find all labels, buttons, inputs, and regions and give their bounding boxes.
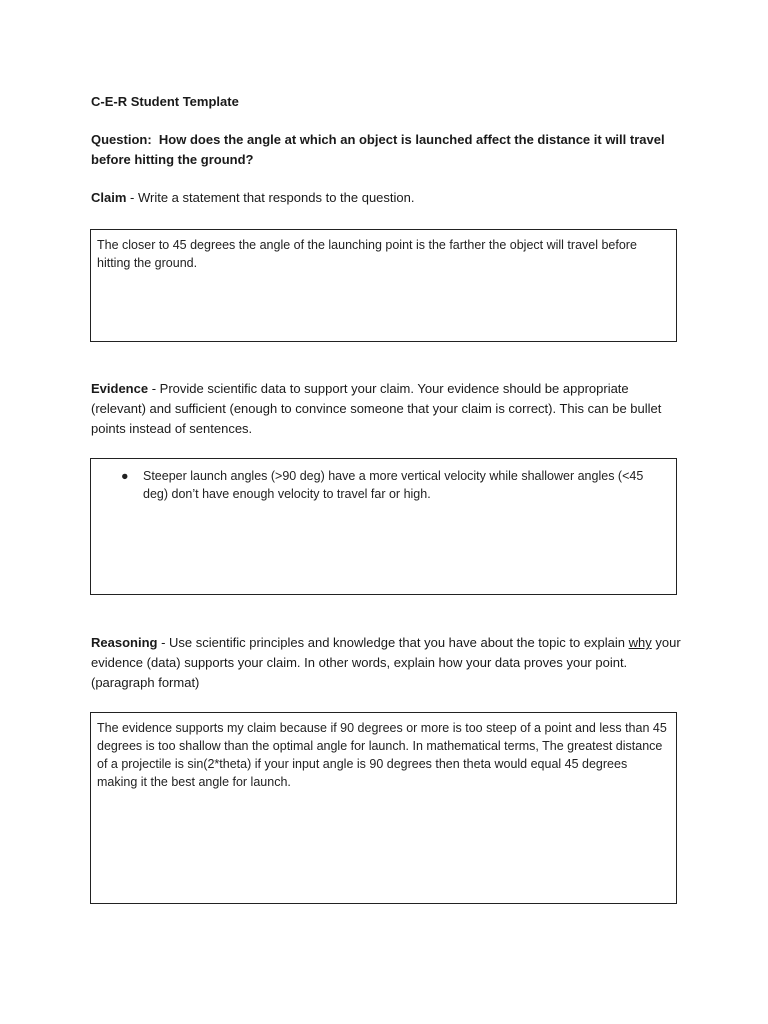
evidence-label: Evidence bbox=[91, 381, 149, 396]
reasoning-instruction-emphasis: why bbox=[628, 635, 652, 650]
evidence-bullet-list bbox=[97, 467, 670, 503]
question-label: Question: bbox=[91, 132, 152, 147]
evidence-answer-box[interactable] bbox=[90, 458, 677, 595]
bullet-icon: ● bbox=[121, 469, 129, 483]
question bbox=[91, 130, 681, 170]
reasoning-answer-box[interactable] bbox=[90, 712, 677, 904]
question-text: How does the angle at which an object is launched affect the distance it will travel before hitting the ground? bbox=[91, 132, 665, 167]
claim-answer-text: The closer to 45 degrees the angle of the launching point is the farther the object will travel before hitting the ground. bbox=[97, 238, 637, 270]
evidence-prompt bbox=[91, 379, 681, 439]
reasoning-prompt bbox=[91, 633, 681, 693]
claim-instruction: - Write a statement that responds to the question. bbox=[126, 190, 415, 205]
claim-answer-box[interactable] bbox=[90, 229, 677, 342]
reasoning-instruction-end: your evidence (data) supports your claim. In other words, explain how your data proves your point. (paragraph format) bbox=[91, 635, 681, 690]
claim-prompt bbox=[91, 188, 681, 208]
reasoning-answer-text: The evidence supports my claim because if 90 degrees or more is too steep of a point and less than 45 degrees is too shallow than the optimal angle for launch. In mathematical terms, The greatest distance of a projectile is sin(2*theta) if your input angle is 90 degrees then theta would equal 45 degrees making it the best angle for launch. bbox=[97, 721, 667, 789]
reasoning-instruction-start: - Use scientific principles and knowledge that you have about the topic to explain bbox=[157, 635, 629, 650]
page-title: C-E-R Student Template bbox=[91, 94, 239, 109]
evidence-instruction: - Provide scientific data to support your claim. Your evidence should be appropriate (relevant) and sufficient (enough to convince someone that your claim is correct). This can be bullet points instead of sentences. bbox=[91, 381, 662, 436]
claim-label: Claim bbox=[91, 190, 127, 205]
evidence-bullet-item bbox=[97, 467, 670, 503]
evidence-bullet-text: Steeper launch angles (>90 deg) have a more vertical velocity while shallower angles (<45 deg) don’t have enough velocity to travel far or high. bbox=[143, 469, 644, 501]
reasoning-label: Reasoning bbox=[91, 635, 158, 650]
